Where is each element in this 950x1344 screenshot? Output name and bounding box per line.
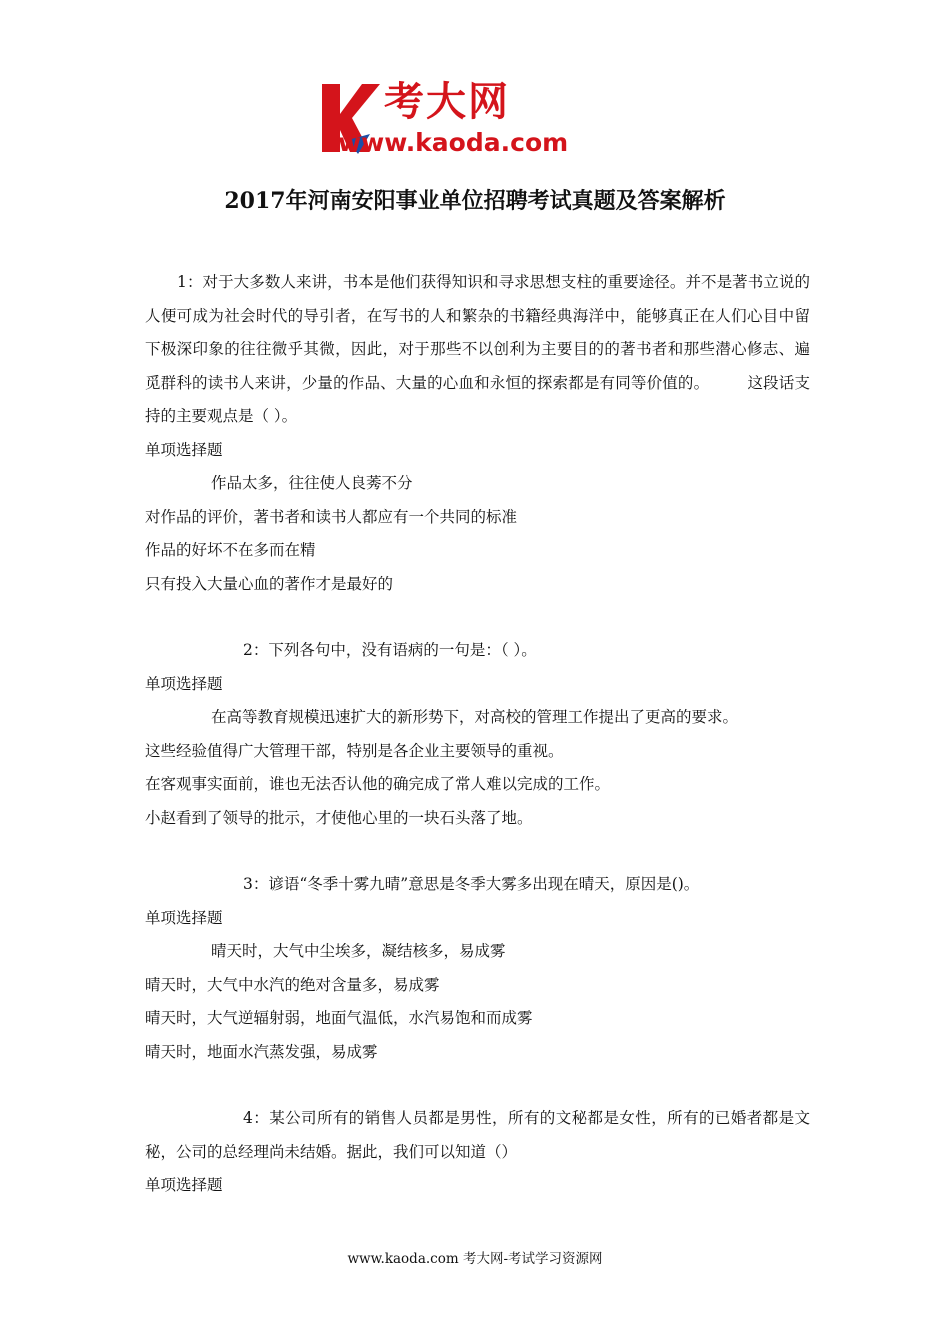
- option: 晴天时，地面水汽蒸发强，易成雾: [145, 1042, 378, 1061]
- option: 小赵看到了领导的批示，才使他心里的一块石头落了地。: [145, 808, 533, 827]
- option: 晴天时，大气中水汽的绝对含量多，易成雾: [145, 975, 440, 994]
- option: 晴天时，大气中尘埃多，凝结核多，易成雾: [211, 942, 506, 960]
- question-stem: 3：谚语“冬季十雾九晴”意思是冬季大雾多出现在晴天，原因是()。: [243, 875, 700, 893]
- question-list: [145, 266, 810, 1203]
- option: 在客观事实面前，谁也无法否认他的确完成了常人难以完成的工作。: [145, 775, 611, 793]
- question-stem: 4：某公司所有的销售人员都是男性，所有的文秘都是女性，所有的已婚者都是文秘，公司的总经理尚未结婚。据此，我们可以知道（）: [145, 1109, 810, 1161]
- question-1: [145, 266, 810, 601]
- question-type: 单项选择题: [145, 908, 223, 927]
- question-stem: [145, 266, 810, 434]
- option: 作品的好坏不在多而在精: [145, 541, 316, 559]
- stem-text: 1：对于大多数人来讲，书本是他们获得知识和寻求思想支柱的重要途径。并不是著书立说的人便可成为社会时代的导引者，在写书的人和繁杂的书籍经典海洋中，能够真正在人们心目中留下极深印象的往往微乎其微，因此，对于那些不以创利为主要目的的著书者和那些潜心修志、遍觅群科的读书人来讲，少量的作品、大量的心血和永恒的探索都是有同等价值的。: [145, 273, 810, 392]
- logo-chinese-text: 考大网: [384, 79, 510, 125]
- question-type: 单项选择题: [145, 674, 223, 693]
- question-stem: 2：下列各句中，没有语病的一句是：（ ）。: [243, 641, 537, 659]
- question-type: 单项选择题: [145, 440, 223, 459]
- option: 对作品的评价，著书者和读书人都应有一个共同的标准: [145, 507, 518, 526]
- option: 作品太多，往往使人良莠不分: [211, 474, 413, 492]
- kaoda-logo: [318, 78, 638, 164]
- option: 只有投入大量心血的著作才是最好的: [145, 574, 394, 593]
- document-title: 2017年河南安阳事业单位招聘考试真题及答案解析: [224, 188, 726, 214]
- page-footer: www.kaoda.com 考大网-考试学习资源网: [347, 1251, 603, 1267]
- question-3: [145, 868, 810, 1069]
- option: 晴天时，大气逆辐射弱，地面气温低，水汽易饱和而成雾: [145, 1009, 533, 1027]
- question-4: [145, 1102, 810, 1203]
- question-type: 单项选择题: [145, 1176, 223, 1194]
- logo-url-text: www.kaoda.com: [338, 128, 569, 157]
- option: 在高等教育规模迅速扩大的新形势下，对高校的管理工作提出了更高的要求。: [211, 708, 739, 726]
- option: 这些经验值得广大管理干部，特别是各企业主要领导的重视。: [145, 741, 564, 760]
- stem-prompt: 这段话支持的主要观点是（ ）。: [145, 373, 810, 425]
- question-2: [145, 634, 810, 835]
